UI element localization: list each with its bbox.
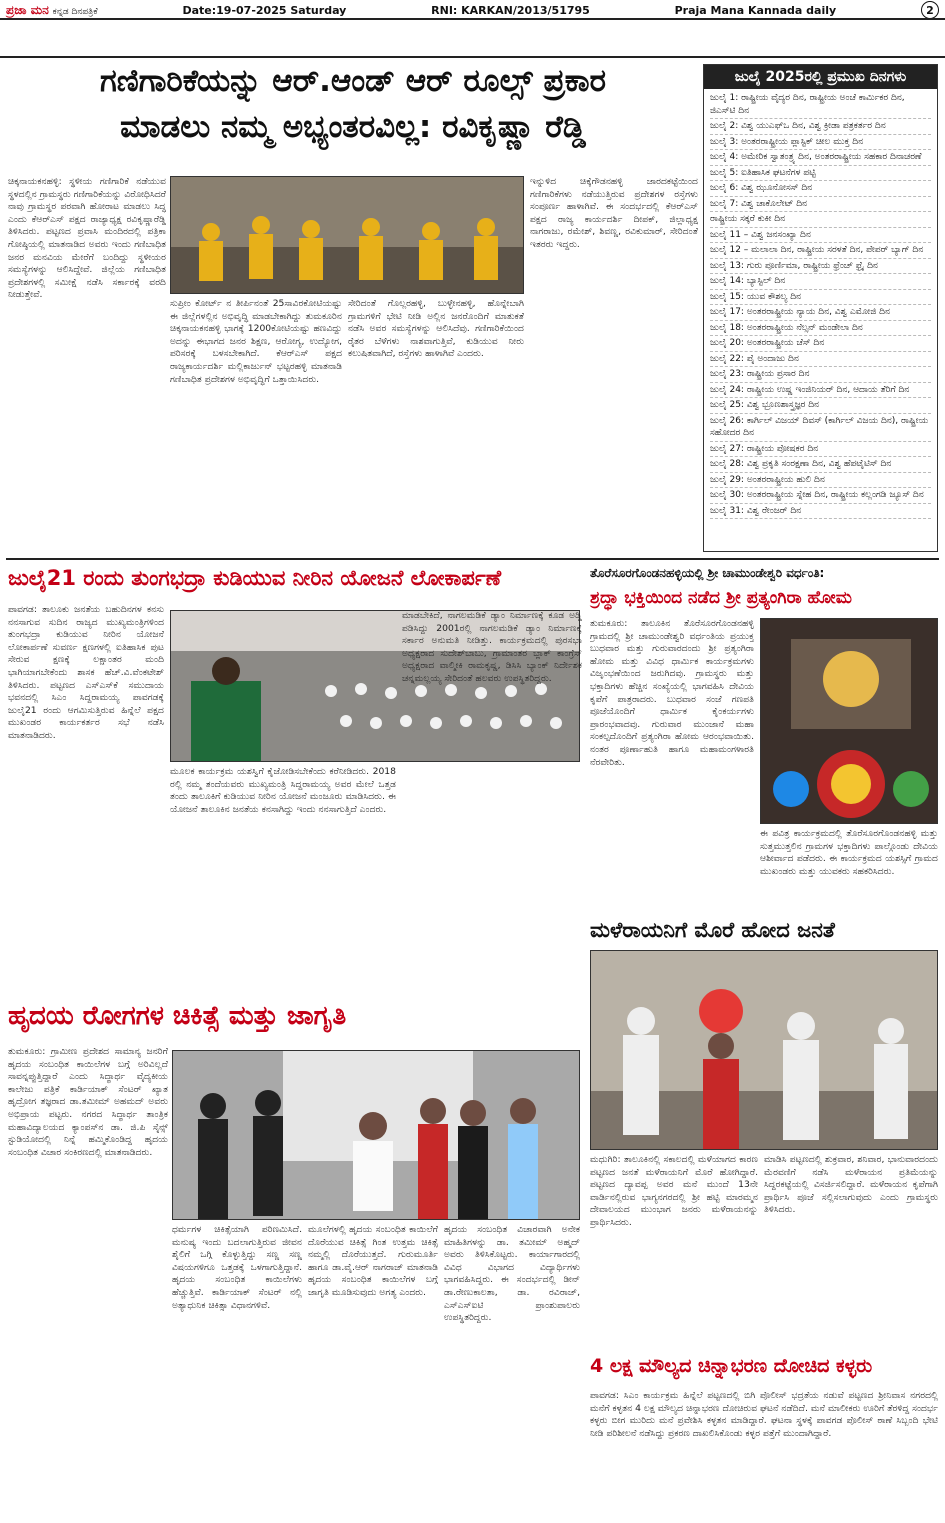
important-day-item: ಜುಲೈ 7: ವಿಶ್ವ ಚಾಕೊಲೇಟ್ ದಿನ xyxy=(710,197,931,213)
important-day-item: ಜುಲೈ 6: ವಿಶ್ವ ಝೂನೋಸಸ್ ದಿನ xyxy=(710,181,931,197)
story2-col1: ಪಾವಗಡ: ತಾಲೂಕು ಜನತೆಯ ಬಹುದಿನಗಳ ಕನಸು ನನಸಾಗುವ ಸುದಿನ ರಾಜ್ಯದ ಮುಖ್ಯಮಂತ್ರಿಗಳಿಂದ ತುಂಗಭದ್ರಾ ಕುಡಿಯುವ ನೀರಿನ ಯೋಜನೆ ಲೋಕಾರ್ಪಣೆ ಸುವರ್ಣ ಕ್ಷಣಗಳಲ್ಲಿ ಐತಿಹಾಸಿಕ ಪುಟ ಸೇರುವ ಕ್ಷಣಕ್ಕೆ ಲಕ್ಷಾಂತರ ಮಂದಿ ಭಾಗಿಯಾಗಬೇಕೆಂದು ಶಾಸಕ ಹೆಚ್.ವಿ.ವೆಂಕಟೇಶ್ ತಿಳಿಸಿದರು. ಪಟ್ಟಣದ ಎಸ್‌ಎಸ್‌ಕೆ ಸಮುದಾಯ ಭವನದಲ್ಲಿ ಸಿಎಂ ಸಿದ್ದರಾಮಯ್ಯ ಪಾವಗಡಕ್ಕೆ ಜುಲೈ21 ರಂದು ಆಗಮಿಸುತ್ತಿರುವ ಹಿನ್ನೆಲೆ ಪಕ್ಷದ ಮುಖಂಡರ ಕಾರ್ಯಕರ್ತರ ಸಭೆ ನಡೆಸಿ ಮಾತನಾಡಿದರು. xyxy=(8,604,164,741)
story3-photo xyxy=(760,618,938,824)
story1-col2: ಸುಪ್ರೀಂ ಕೋರ್ಟ್ ನ ತೀರ್ಪಿನಂತೆ 25ಸಾವಿರಕೋಟಿಯಷ್ಟು ಈ ಜಿಲ್ಲೆಗಳಲ್ಲಿನ ಅಭಿವೃದ್ಧಿ ಮಾಡಬೇಕಾಗಿದ್ದು ತುಮಕೂರಿನ ಚಿಕ್ಕನಾಯಕನಹಳ್ಳಿ ಭಾಗಕ್ಕೆ 1200ಕೋಟಿಯಷ್ಟು ಹಣವಿದ್ದು ಅದನ್ನು ಈಭಾಗದ ಜನರ ಶಿಕ್ಷಣ, ಆರೋಗ್ಯ, ಉದ್ಯೋಗ, ಪರಿಸರಕ್ಕೆ ಬಳಸಬೇಕಾಗಿದೆ. ಕೆಆರ್‌ಎಸ್ ಪಕ್ಷದ ರಾಜ್ಯಕಾರ್ಯದರ್ಶಿ ಮಲ್ಲಿಕಾರ್ಜುನ್ ಭಟ್ಟರಹಳ್ಳಿ ಮಾತನಾಡಿ ಗಣಿಬಾಧಿತ ಪ್ರದೇಶಗಳ ಅಭಿವೃದ್ಧಿಗೆ ಒತ್ತಾಯಿಸಿದರು. xyxy=(170,298,342,385)
important-day-item: ಜುಲೈ 23: ರಾಷ್ಟ್ರೀಯ ಪ್ರಸಾರ ದಿನ xyxy=(710,367,931,383)
important-days-title: ಜುಲೈ 2025ರಲ್ಲಿ ಪ್ರಮುಖ ದಿನಗಳು xyxy=(704,65,937,89)
important-day-item: ಜುಲೈ 22: ಪೈ ಅಂದಾಜು ದಿನ xyxy=(710,352,931,368)
masthead xyxy=(0,0,945,58)
story4-col2: ಮಾಡಿಸಿ ಪಟ್ಟಣದಲ್ಲಿ ಶುಕ್ರವಾರ, ಶನಿವಾರ, ಭಾನುವಾರದಂದು ಮೆರವಣಿಗೆ ನಡೆಸಿ ಮಳೆರಾಯನ ಪ್ರತಿಮೆಯನ್ನು ಸಿದ್ದರಕಟ್ಟೆಯಲ್ಲಿ ವಿಸರ್ಜಿಸಲಿದ್ದಾರೆ. ಮಳೆರಾಯನ ಕೃಪೆಗಾಗಿ ಪ್ರಾರ್ಥಿಸಿ ಪೂಜೆ ಸಲ್ಲಿಸಲಾಗುವುದು ಎಂದು ಗ್ರಾಮಸ್ಥರು ತಿಳಿಸಿದರು. xyxy=(764,1154,938,1216)
story6-headline: 4 ಲಕ್ಷ ಮೌಲ್ಯದ ಚಿನ್ನಾಭರಣ ದೋಚಿದ ಕಳ್ಳರು xyxy=(590,1355,873,1377)
story3-text: ತುಮಕೂರು: ತಾಲೂಕಿನ ತೊರೆಸೂರಗೊಂಡನಹಳ್ಳಿ ಗ್ರಾಮದಲ್ಲಿ ಶ್ರೀ ಚಾಮುಂಡೇಶ್ವರಿ ವರ್ಧಂತಿಯ ಪ್ರಯುಕ್ತ ಬುಧವಾರ ಮತ್ತು ಗುರುವಾರದಂದು ಶ್ರೀ ಪ್ರತ್ಯಂಗಿರಾ ಹೋಮ ಮತ್ತು ವಿವಿಧ ಧಾರ್ಮಿಕ ಕಾರ್ಯಕ್ರಮಗಳು ವಿಜೃಂಭಣೆಯಿಂದ ಜರುಗಿದವು. ಗ್ರಾಮಸ್ಥರು ಮತ್ತು ಭಕ್ತಾದಿಗಳು ಹೆಚ್ಚಿನ ಸಂಖ್ಯೆಯಲ್ಲಿ ಭಾಗವಹಿಸಿ ದೇವಿಯ ಕೃಪೆಗೆ ಪಾತ್ರರಾದರು. ಬುಧವಾರ ಸಂಜೆ ಗಣಪತಿ ಪೂಜೆಯೊಂದಿಗೆ ಧಾರ್ಮಿಕ ಕೈಂಕರ್ಯಗಳು ಪ್ರಾರಂಭವಾದವು. ಗುರುವಾರ ಮುಂಜಾನೆ ಮಹಾ ಸಂಕಲ್ಪದೊಂದಿಗೆ ಪ್ರತ್ಯಂಗಿರಾ ಹೋಮ ಆರಂಭವಾಯಿತು. ನಂತರ ಪೂರ್ಣಾಹುತಿ ಹಾಗೂ ಮಹಾಮಂಗಳಾರತಿ ನೆರವೇರಿತು. xyxy=(590,618,754,768)
group-photo-illustration xyxy=(171,177,524,294)
important-day-item: ಜುಲೈ 30: ಅಂತರರಾಷ್ಟ್ರೀಯ ಸ್ನೇಹ ದಿನ, ರಾಷ್ಟ್ರೀಯ ಕಲ್ಲಂಗಡಿ ಜ್ಯೂಸ್ ದಿನ xyxy=(710,488,931,504)
masthead-row xyxy=(0,0,945,20)
temple-photo-illustration xyxy=(761,619,938,824)
masthead-rule xyxy=(0,18,945,20)
story1-photo xyxy=(170,176,524,294)
paper-name: Praja Mana Kannada daily xyxy=(674,3,837,17)
important-day-item: ಜುಲೈ 24: ರಾಷ್ಟ್ರೀಯ ಉಷ್ಣ ಇಂಜಿನಿಯರ್ ದಿನ, ಆದಾಯ ತೆರಿಗೆ ದಿನ xyxy=(710,383,931,399)
issue-date: Date:19-07-2025 Saturday xyxy=(182,3,347,17)
important-day-item: ಜುಲೈ 18: ಅಂತರರಾಷ್ಟ್ರೀಯ ನೆಲ್ಸನ್ ಮಂಡೇಲಾ ದಿನ xyxy=(710,321,931,337)
story3-headline: ಶ್ರದ್ಧಾ ಭಕ್ತಿಯಿಂದ ನಡೆದ ಶ್ರೀ ಪ್ರತ್ಯಂಗಿರಾ ಹೋಮ xyxy=(590,588,852,608)
story5-col3: ಮೂಲೆಗಳಲ್ಲಿ ಹೃದಯ ಸಂಬಂಧಿತ ಕಾಯಿಲೆಗೆ ದೊರೆಯುವ ಚಿಕಿತ್ಸೆ ಗಿಂತ ಉತ್ತಮ ಚಿಕಿತ್ಸೆ ನಮ್ಮಲ್ಲಿ ದೊರೆಯುತ್ತದೆ. ಗುರುಮೂರ್ತಿ ಹಾಗೂ ಡಾ.ವೈ.ಆರ್ ನಾಗರಾಜ್ ಮಾತನಾಡಿ ಹೃದಯ ಸಂಬಂಧಿತ ಕಾಯಿಲೆಗಳ ಬಗ್ಗೆ ಜಾಗೃತಿ ಮೂಡಿಸುವುದು ಅಗತ್ಯ ಎಂದರು. xyxy=(308,1224,438,1298)
story5-photo xyxy=(172,1050,580,1220)
important-days-box xyxy=(703,64,938,552)
rni-number: RNI: KARKAN/2013/51795 xyxy=(431,3,590,17)
story6-text: ಪಾವಗಡ: ಸಿಎಂ ಕಾರ್ಯಕ್ರಮ ಹಿನ್ನೆಲೆ ಪಟ್ಟಣದಲ್ಲಿ ಬಿಗಿ ಪೊಲೀಸ್ ಭದ್ರತೆಯ ನಡುವೆ ಪಟ್ಟಣದ ಶ್ರೀನಿವಾಸ ನಗರದಲ್ಲಿ ಮನೆಗೆ ಕಳ್ಳತನ 4 ಲಕ್ಷ ಮೌಲ್ಯದ ಚಿನ್ನಾಭರಣ ದೋಚಿರುವ ಘಟನೆ ನಡೆದಿದೆ. ಮನೆ ಮಾಲೀಕರು ಊರಿಗೆ ತೆರಳಿದ್ದ ಸಂದರ್ಭ ಕಳ್ಳರು ಬೀಗ ಮುರಿದು ಮನೆ ಪ್ರವೇಶಿಸಿ ಕಳ್ಳತನ ಮಾಡಿದ್ದಾರೆ. ಘಟನಾ ಸ್ಥಳಕ್ಕೆ ಪಾವಗಡ ಪೊಲೀಸ್ ಠಾಣೆ ಸಿಬ್ಬಂದಿ ಭೇಟಿ ನೀಡಿ ಪರಿಶೀಲನೆ ನಡೆಸಿದ್ದು ಪ್ರಕರಣ ದಾಖಲಿಸಿಕೊಂಡು ಕಳ್ಳರ ಪತ್ತೆಗೆ ಮುಂದಾಗಿದ್ದಾರೆ. xyxy=(590,1390,938,1439)
important-day-item: ಜುಲೈ 14: ಬ್ಯಾಸ್ಟಿಲ್ ದಿನ xyxy=(710,274,931,290)
seminar-photo-illustration xyxy=(173,1051,580,1220)
story5-headline: ಹೃದಯ ರೋಗಗಳ ಚಿಕಿತ್ಸೆ ಮತ್ತು ಜಾಗೃತಿ xyxy=(8,1001,347,1031)
story2-col2: ಮೂಲಕ ಕಾರ್ಯಕ್ರಮ ಯಶಸ್ವಿಗೆ ಕೈಜೋಡಿಸಬೇಕೆಂದು ಕರೆನೀಡಿದರು. 2018 ರಲ್ಲಿ ನಮ್ಮ ತಂದೆಯವರು ಮುಖ್ಯಮಂತ್ರಿ ಸಿದ್ದರಾಮಯ್ಯ ಅವರ ಮೇಲೆ ಒತ್ತಡ ತಂದು ತಾಲೂಕಿಗೆ ಕುಡಿಯುವ ನೀರಿನ ಯೋಜನೆ ಮಂಜೂರು ಮಾಡಿಸಿದರು. ಈ ಯೋಜನೆ ತಾಲೂಕಿನ ಜನತೆಯ ಕನಸಾಗಿದ್ದು ಇಂದು ನನಸಾಗುತ್ತಿದೆ ಎಂದರು. xyxy=(170,766,396,815)
important-day-item: ಜುಲೈ 1: ರಾಷ್ಟ್ರೀಯ ವೈದ್ಯರ ದಿನ, ರಾಷ್ಟ್ರೀಯ ಅಂಚೆ ಕಾರ್ಮಿಕರ ದಿನ, ಜಿಎಸ್‌ಟಿ ದಿನ xyxy=(710,91,931,119)
story2-headline: ಜುಲೈ21 ರಂದು ತುಂಗಭದ್ರಾ ಕುಡಿಯುವ ನೀರಿನ ಯೋಜನೆ ಲೋಕಾರ್ಪಣೆ xyxy=(8,566,502,590)
important-day-item: ಜುಲೈ 26: ಕಾರ್ಗಿಲ್ ವಿಜಯ್ ದಿವಸ್ (ಕಾರ್ಗಿಲ್ ವಿಜಯ ದಿನ), ರಾಷ್ಟ್ರೀಯ ಸಹೋದರ ದಿನ xyxy=(710,414,931,442)
story1-col4: ಇನ್ನುಳಿದ ಚಿಕ್ಕೆಗೌಡನಹಳ್ಳಿ ಜಾರದಕಟ್ಟೆಯಿಂದ ಗಣಿಗಾರಿಕೆಗಳು ನಡೆಯುತ್ತಿರುವ ಪ್ರದೇಶಗಳ ರಸ್ತೆಗಳು ಸಂಪೂರ್ಣ ಹಾಳಾಗಿವೆ. ಈ ಸಂದರ್ಭದಲ್ಲಿ ಕೆಆರ್‌ಎಸ್ ಪಕ್ಷದ ರಾಜ್ಯ ಕಾರ್ಯದರ್ಶಿ ದೀಪಕ್, ಜಿಲ್ಲಾಧ್ಯಕ್ಷ ನಾಗರಾಜು, ರಮೇಶ್, ಶಿವಣ್ಣ, ರವಿಕುಮಾರ್, ಸೇರಿದಂತೆ ಇತರರು ಇದ್ದರು. xyxy=(530,176,698,250)
important-day-item: ಜುಲೈ 27: ರಾಷ್ಟ್ರೀಯ ಪೋಷಕರ ದಿನ xyxy=(710,442,931,458)
important-days-list xyxy=(704,89,937,521)
important-day-item: ಜುಲೈ 13: ಗುರು ಪೂರ್ಣಿಮಾ, ರಾಷ್ಟ್ರೀಯ ಫ್ರೆಂಚ್ ಫ್ರೈ ದಿನ xyxy=(710,259,931,275)
story4-photo xyxy=(590,950,938,1150)
procession-photo-illustration xyxy=(591,951,938,1150)
important-day-item: ಜುಲೈ 15: ಯುವ ಕೌಶಲ್ಯ ದಿನ xyxy=(710,290,931,306)
important-day-item: ಜುಲೈ 2: ವಿಶ್ವ ಯುಎಫ್‌ಒ ದಿನ, ವಿಶ್ವ ಕ್ರೀಡಾ ಪತ್ರಕರ್ತರ ದಿನ xyxy=(710,119,931,135)
story1-headline: ಗಣಿಗಾರಿಕೆಯನ್ನು ಆರ್.ಆಂಡ್ ಆರ್ ರೂಲ್ಸ್ ಪ್ರಕಾರ ಮಾಡಲು ನಮ್ಮ ಅಭ್ಯಂತರವಿಲ್ಲ: ರವಿಕೃಷ್ಣಾ ರೆಡ್ಡಿ xyxy=(99,63,607,145)
story5-col4: ಹೃದಯ ಸಂಬಂಧಿತ ವಿಚಾರವಾಗಿ ಅನೇಕ ಮಾಹಿತಿಗಳನ್ನು ಡಾ. ತಮೀಮ್ ಅಹ್ಮದ್ ಅವರು ತಿಳಿಸಿಕೊಟ್ಟರು. ಕಾರ್ಯಾಗಾರದಲ್ಲಿ ವಿವಿಧ ವಿಭಾಗದ ವಿದ್ಯಾರ್ಥಿಗಳು ಭಾಗವಹಿಸಿದ್ದರು. ಈ ಸಂದರ್ಭದಲ್ಲಿ ಡೀನ್ ಡಾ.ರೇಣುಕಾಲತಾ, ಡಾ. ರವಿರಾಜ್, ಎಸ್‌ಎಸ್‌ಐಟಿ ಪ್ರಾಂಶುಪಾಲರು ಉಪಸ್ಥಿತರಿದ್ದರು. xyxy=(444,1224,580,1324)
story5-col2: ಧರ್ಮಗಳ ಚಿಕಿತ್ಸೆಯಾಗಿ ಪರಿಣಮಿಸಿದೆ. ಮನುಷ್ಯ ಇಂದು ಬದಲಾಗುತ್ತಿರುವ ಜೀವನ ಶೈಲಿಗೆ ಒಗ್ಗಿ ಕೊಳ್ಳುತ್ತಿದ್ದು ಸಣ್ಣ ಸಣ್ಣ ವಿಷಯಗಳಿಗೂ ಒತ್ತಡಕ್ಕೆ ಒಳಗಾಗುತ್ತಿದ್ದಾನೆ. ಹೃದಯ ಸಂಬಂಧಿತ ಕಾಯಿಲೆಗಳು ಹೆಚ್ಚುತ್ತಿವೆ. ಕಾರ್ಡಿಯಾಕ್ ಸೆಂಟರ್ ನಲ್ಲಿ ಅತ್ಯಾಧುನಿಕ ಚಿಕಿತ್ಸಾ ವಿಧಾನಗಳಿವೆ. xyxy=(172,1224,302,1311)
important-day-item: ಜುಲೈ 29: ಅಂತರರಾಷ್ಟ್ರೀಯ ಹುಲಿ ದಿನ xyxy=(710,473,931,489)
story2-col3: ಮಾಡಬೇಕಿದೆ, ನಾಗಲಮಡಿಕೆ ಡ್ಯಾಂ ನಿರ್ಮಾಣಕ್ಕೆ ಕೂಡ ಅಡ್ಡಿ ಪಡಿಸಿದ್ದು 2001ರಲ್ಲಿ ನಾಗಲಮಡಿಕೆ ಡ್ಯಾಂ ನಿರ್ಮಾಣಕ್ಕೆ ಸರ್ಕಾರ ಅನುಮತಿ ನೀಡಿತ್ತು. ಕಾರ್ಯಕ್ರಮದಲ್ಲಿ ಪುರಸಭಾ ಅಧ್ಯಕ್ಷರಾದ ಸುದೇಶ್‌ಬಾಬು, ಗ್ರಾಮಾಂತರ ಬ್ಲಾಕ್ ಕಾಂಗ್ರೆಸ್ ಅಧ್ಯಕ್ಷರಾದ ವಾಲ್ಮೀಕಿ ರಾಮಕೃಷ್ಣ, ಡಿಸಿಸಿ ಬ್ಯಾಂಕ್ ನಿರ್ದೇಶಕ ಚನ್ನಮಲ್ಲಯ್ಯ ಸೇರಿದಂತೆ ಹಲವರು ಉಪಸ್ಥಿತರಿದ್ದರು. xyxy=(402,610,582,684)
important-day-item: ಜುಲೈ 5: ಐತಿಹಾಸಿಕ ಘಟನೆಗಳ ಪಟ್ಟಿ xyxy=(710,166,931,182)
story3-caption: ಈ ಪವಿತ್ರ ಕಾರ್ಯಕ್ರಮದಲ್ಲಿ ತೊರೆಸೂರಗೊಂಡನಹಳ್ಳಿ ಮತ್ತು ಸುತ್ತಮುತ್ತಲಿನ ಗ್ರಾಮಗಳ ಭಕ್ತಾದಿಗಳು ಪಾಲ್ಗೊಂಡು ದೇವಿಯ ಆಶೀರ್ವಾದ ಪಡೆದರು. ಈ ಕಾರ್ಯಕ್ರಮದ ಯಶಸ್ಸಿಗೆ ಗ್ರಾಮದ ಮುಖಂಡರು ಮತ್ತು ಯುವಕರು ಸಹಕರಿಸಿದರು. xyxy=(760,828,938,877)
important-day-item: ಜುಲೈ 12 – ಮಲಾಲಾ ದಿನ, ರಾಷ್ಟ್ರೀಯ ಸರಳತೆ ದಿನ, ಪೇಪರ್ ಬ್ಯಾಗ್ ದಿನ xyxy=(710,243,931,259)
important-day-item: ಜುಲೈ 31: ವಿಶ್ವ ರೇಂಜರ್ ದಿನ xyxy=(710,504,931,520)
important-day-item: ಜುಲೈ 11 – ವಿಶ್ವ ಜನಸಂಖ್ಯಾ ದಿನ xyxy=(710,228,931,244)
paper-logo: ಪ್ರಜಾ ಮನ ಕನ್ನಡ ದಿನಪತ್ರಿಕೆ xyxy=(6,2,98,17)
story1-col3: ಸೇರಿದಂತೆ ಗೊಲ್ಲರಹಳ್ಳಿ, ಬುಳ್ಳೇನಹಳ್ಳಿ, ಹೊನ್ನೇಬಾಗಿ ಗ್ರಾಮಗಳಿಗೆ ಭೇಟಿ ನೀಡಿ ಅಲ್ಲಿನ ಜನರೊಂದಿಗೆ ಮಾತುಕತೆ ನಡೆಸಿ ಅವರ ಸಮಸ್ಯೆಗಳನ್ನು ಆಲಿಸಿದೆವು. ಗಣಿಗಾರಿಕೆಯಿಂದ ರೈತರ ಬೆಳೆಗಳು ನಾಶವಾಗುತ್ತಿವೆ, ಕುಡಿಯುವ ನೀರು ಕಲುಷಿತವಾಗಿದೆ, ರಸ್ತೆಗಳು ಹಾಳಾಗಿವೆ ಎಂದರು. xyxy=(348,298,524,360)
page-number: 2 xyxy=(921,1,939,19)
section-divider xyxy=(6,558,939,560)
important-day-item: ಜುಲೈ 4: ಅಮೇರಿಕ ಸ್ವಾತಂತ್ರ್ಯ ದಿನ, ಅಂತರರಾಷ್ಟ್ರೀಯ ಸಹಕಾರ ದಿನಾಚರಣೆ xyxy=(710,150,931,166)
story1-col1: ಚಿಕ್ಕನಾಯಕನಹಳ್ಳಿ: ಸ್ಥಳೀಯ ಗಣಿಗಾರಿಕೆ ನಡೆಯುವ ಸ್ಥಳದಲ್ಲಿನ ಗ್ರಾಮಸ್ಥರು ಗಣಿಗಾರಿಕೆಯನ್ನು ವಿರೋಧಿಸಿದರೆ ನಾವು ಗ್ರಾಮಸ್ಥರ ಪರವಾಗಿ ಹೋರಾಟ ಮಾಡಲು ಸಿದ್ಧ ಎಂದು ಕೆಆರ್‌ಎಸ್ ಪಕ್ಷದ ರಾಜ್ಯಾಧ್ಯಕ್ಷ ರವಿಕೃಷ್ಣಾರೆಡ್ಡಿ ತಿಳಿಸಿದರು. ಪಟ್ಟಣದ ಪ್ರವಾಸಿ ಮಂದಿರದಲ್ಲಿ ಪತ್ರಿಕಾ ಗೋಷ್ಠಿಯಲ್ಲಿ ಮಾತನಾಡಿದ ಅವರು ಇಂದು ಗಣಿಬಾಧಿತ ಜನರ ಮನವಿಯ ಮೇರೆಗೆ ಬಂದಿದ್ದು ಸ್ಥಳೀಯರ ಸಮಸ್ಯೆಗಳನ್ನು ಆಲಿಸಿದ್ದೇವೆ. ಜಿಲ್ಲೆಯ ಗಣಿಬಾಧಿತ ಪ್ರದೇಶಗಳಲ್ಲಿ ಸಮೀಕ್ಷೆ ನಡೆಸಿ ಸರ್ಕಾರಕ್ಕೆ ವರದಿ ನೀಡುತ್ತೇವೆ. xyxy=(8,176,166,301)
story4-col1: ಮಧುಗಿರಿ: ತಾಲೂಕಿನಲ್ಲಿ ಸಕಾಲದಲ್ಲಿ ಮಳೆಯಾಗದ ಕಾರಣ ಪಟ್ಟಣದ ಜನತೆ ಮಳೆರಾಯನಿಗೆ ಮೊರೆ ಹೋಗಿದ್ದಾರೆ. ಪಟ್ಟಣದ ದ್ಯಾವಪ್ಪ ಅವರ ಮನೆ ಮುಂದೆ 13ನೇ ವಾರ್ಡಿನಲ್ಲಿರುವ ಭಾಗ್ಯನಗರದಲ್ಲಿ ಶ್ರೀ ಹಟ್ಟಿ ಮಾರಮ್ಮನ ದೇವಾಲಯದ ಮುಂಭಾಗ ಜನರು ಮಳೆರಾಯನನ್ನು ಪ್ರಾರ್ಥಿಸಿದರು. xyxy=(590,1154,758,1228)
story5-col1: ತುಮಕೂರು: ಗ್ರಾಮೀಣ ಪ್ರದೇಶದ ಸಾಮಾನ್ಯ ಜನರಿಗೆ ಹೃದಯ ಸಂಬಂಧಿತ ಕಾಯಿಲೆಗಳ ಬಗ್ಗೆ ಅರಿವಿಲ್ಲದೆ ಸಾವನ್ನಪ್ಪುತ್ತಿದ್ದಾರೆ ಎಂದು ಸಿದ್ಧಾರ್ಥ ವೈದ್ಯಕೀಯ ಕಾಲೇಜು ಪತ್ರಿಕೆ ಕಾರ್ಡಿಯಾಕ್ ಸೆಂಟರ್ ಖ್ಯಾತ ಹೃದ್ರೋಗ ತಜ್ಞರಾದ ಡಾ.ತಮೀಮ್ ಅಹಮದ್ ಅವರು ಅಭಿಪ್ರಾಯ ಪಟ್ಟರು. ನಗರದ ಸಿದ್ಧಾರ್ಥ ತಾಂತ್ರಿಕ ಮಹಾವಿದ್ಯಾಲಯದ ಕ್ಯಾಂಪಸ್‌ನ ಡಾ. ಜಿ.ಪಿ ಸೈನ್ಸ್ ಸ್ಟುಡಿಯೋದಲ್ಲಿ ನಿನ್ನೆ ಹಮ್ಮಿಕೊಂಡಿದ್ದ ಹೃದಯ ಸಂಬಂಧಿತ ವಿಚಾರ ಸಂಕಿರಣದಲ್ಲಿ ಮಾತನಾಡಿದರು. xyxy=(8,1046,168,1158)
important-day-item: ಜುಲೈ 17: ಅಂತರರಾಷ್ಟ್ರೀಯ ನ್ಯಾಯ ದಿನ, ವಿಶ್ವ ಎಮೋಜಿ ದಿನ xyxy=(710,305,931,321)
important-day-item: ರಾಷ್ಟ್ರೀಯ ಸಕ್ಕರೆ ಕುಕೀ ದಿನ xyxy=(710,212,931,228)
important-day-item: ಜುಲೈ 20: ಅಂತರರಾಷ್ಟ್ರೀಯ ಚೆಸ್ ದಿನ xyxy=(710,336,931,352)
important-day-item: ಜುಲೈ 3: ಅಂತರರಾಷ್ಟ್ರೀಯ ಪ್ಲಾಸ್ಟಿಕ್ ಚೀಲ ಮುಕ್ತ ದಿನ xyxy=(710,135,931,151)
important-day-item: ಜುಲೈ 28: ವಿಶ್ವ ಪ್ರಕೃತಿ ಸಂರಕ್ಷಣಾ ದಿನ, ವಿಶ್ವ ಹೆಪಟೈಟಿಸ್ ದಿನ xyxy=(710,457,931,473)
important-day-item: ಜುಲೈ 25: ವಿಶ್ವ ಭ್ರೂಣಶಾಸ್ತ್ರಜ್ಞರ ದಿನ xyxy=(710,398,931,414)
story4-headline: ಮಳೆರಾಯನಿಗೆ ಮೊರೆ ಹೋದ ಜನತೆ xyxy=(590,918,835,942)
story3-kicker: ತೊರೆಸೂರಗೊಂಡನಹಳ್ಳಿಯಲ್ಲಿ ಶ್ರೀ ಚಾಮುಂಡೇಶ್ವರಿ ವರ್ಧಂತಿ: xyxy=(590,566,825,580)
